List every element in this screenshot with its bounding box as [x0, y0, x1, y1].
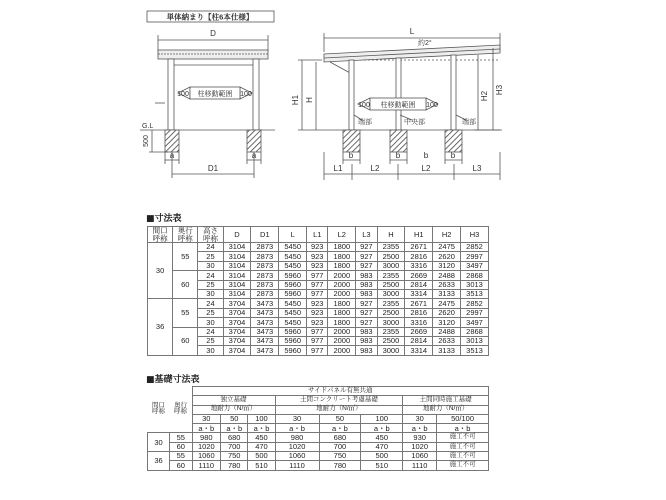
dim-row [148, 252, 489, 261]
dim-cell: 2852 [461, 243, 489, 252]
dim-cell: 1800 [328, 318, 356, 327]
dim-header-1: 奥行 呼称 [173, 227, 198, 243]
fnd-cell: 780 [319, 461, 361, 470]
dim-header-0: 間口 呼称 [148, 227, 173, 243]
fnd-cell: 930 [403, 433, 437, 442]
fnd-row [148, 452, 489, 461]
dim-cell: 1800 [328, 261, 356, 270]
side-dim-h2: H2 [480, 90, 489, 102]
dim-cell: 5450 [279, 308, 307, 317]
dim-row [148, 271, 489, 280]
dim-cell: 30 [198, 346, 223, 355]
fnd-cell: 470 [248, 442, 275, 451]
dim-cell: 1800 [328, 299, 356, 308]
side-slope: 約2° [418, 40, 432, 47]
dim-row [148, 280, 489, 289]
dim-cell: 2814 [405, 280, 433, 289]
side-label-end-right: 端部 [462, 119, 476, 126]
dim-header-8: L3 [356, 227, 377, 243]
dim-cell: 3314 [405, 346, 433, 355]
fnd-cell: 680 [221, 433, 248, 442]
dim-cell: 5450 [279, 252, 307, 261]
dim-cell: 2669 [405, 327, 433, 336]
fnd-cell: 700 [221, 442, 248, 451]
dim-cell: 2997 [461, 252, 489, 261]
dim-row [148, 299, 489, 308]
dim-cell: 927 [356, 318, 377, 327]
dim-cell: 5450 [279, 318, 307, 327]
dim-cell: 923 [307, 318, 328, 327]
dim-cell: 3133 [433, 346, 461, 355]
dim-cell: 2873 [251, 280, 279, 289]
fnd-bearing-value: 50 [221, 414, 248, 423]
dim-cell: 2475 [433, 243, 461, 252]
front-range-right: 100 [240, 91, 252, 98]
fnd-bearing3: 地耐力（N/㎡） [403, 405, 489, 414]
fnd-col-okuyuki-label: 奥行 呼称 [174, 401, 187, 416]
dim-cell: 2620 [433, 308, 461, 317]
fnd-cell: 780 [221, 461, 248, 470]
fnd-col-maguchi-label: 間口 呼称 [152, 401, 165, 416]
dim-cell: 2669 [405, 271, 433, 280]
dim-cell: 3104 [223, 271, 251, 280]
dim-cell: 2633 [433, 336, 461, 345]
fnd-ab-row [148, 424, 489, 433]
fnd-ab-label: a・b [275, 424, 319, 433]
dim-cell: 2355 [377, 243, 405, 252]
fnd-ab-label: a・b [319, 424, 361, 433]
dim-cell: 25 [198, 336, 223, 345]
fnd-bearing-value: 30 [192, 414, 221, 423]
front-dim-d1: D1 [207, 164, 219, 173]
fnd-cell: 450 [361, 433, 403, 442]
dim-cell: 927 [356, 299, 377, 308]
fnd-cell: 750 [221, 452, 248, 461]
dim-cell: 3473 [251, 318, 279, 327]
side-dim-h1: H1 [291, 94, 300, 106]
fnd-table-body [148, 433, 489, 470]
dim-cell: 2873 [251, 271, 279, 280]
dim-cell: 3104 [223, 261, 251, 270]
side-dim-l: L [409, 27, 415, 36]
dim-cell: 3000 [377, 261, 405, 270]
fnd-cell: 470 [361, 442, 403, 451]
dim-okuyuki: 60 [173, 327, 198, 355]
dim-header-3: D [223, 227, 251, 243]
fnd-bearing-value: 100 [361, 414, 403, 423]
diagram-title: 単体納まり【柱6本仕様】 [166, 12, 254, 22]
fnd-cell: 1060 [275, 452, 319, 461]
dim-cell: 2500 [377, 280, 405, 289]
fnd-cell: 施工不可 [437, 433, 489, 442]
dim-cell: 977 [307, 289, 328, 298]
dim-okuyuki: 60 [173, 271, 198, 299]
dim-cell: 3473 [251, 336, 279, 345]
fnd-table [147, 386, 489, 471]
dim-cell: 2355 [377, 299, 405, 308]
dim-row [148, 318, 489, 327]
dim-cell: 927 [356, 308, 377, 317]
dim-cell: 2488 [433, 271, 461, 280]
fnd-bearing-values [148, 414, 489, 423]
fnd-cell: 510 [361, 461, 403, 470]
dim-cell: 977 [307, 271, 328, 280]
fnd-cell: 680 [319, 433, 361, 442]
side-range-left: 100 [358, 102, 370, 109]
dim-row [148, 289, 489, 298]
dim-header-2: 高さ 呼称 [198, 227, 223, 243]
dim-header-6: L1 [307, 227, 328, 243]
fnd-cell: 1110 [275, 461, 319, 470]
fnd-bearing-value: 30 [275, 414, 319, 423]
dim-cell: 927 [356, 252, 377, 261]
dim-cell: 2000 [328, 327, 356, 336]
fnd-cell: 980 [275, 433, 319, 442]
dim-cell: 983 [356, 271, 377, 280]
dim-cell: 5960 [279, 289, 307, 298]
dim-cell: 3316 [405, 261, 433, 270]
dim-cell: 923 [307, 261, 328, 270]
dim-cell: 3704 [223, 318, 251, 327]
fnd-bearing-value: 50/100 [437, 414, 489, 423]
side-dim-b1: b [348, 151, 354, 160]
dim-cell: 983 [356, 289, 377, 298]
dim-cell: 983 [356, 280, 377, 289]
dim-cell: 30 [198, 289, 223, 298]
dim-cell: 3704 [223, 346, 251, 355]
side-dim-l1: L1 [333, 164, 343, 173]
dim-cell: 2620 [433, 252, 461, 261]
dim-cell: 3704 [223, 327, 251, 336]
dim-row [148, 308, 489, 317]
dim-header-12: H3 [461, 227, 489, 243]
dim-row [148, 346, 489, 355]
dim-cell: 24 [198, 299, 223, 308]
fnd-cell: 1020 [275, 442, 319, 451]
fnd-cell: 500 [248, 452, 275, 461]
dim-cell: 24 [198, 243, 223, 252]
dim-cell: 2873 [251, 261, 279, 270]
dim-table-header [148, 227, 489, 243]
dim-cell: 3104 [223, 280, 251, 289]
fnd-cell: 450 [248, 433, 275, 442]
dim-row [148, 336, 489, 345]
dim-cell: 3473 [251, 346, 279, 355]
dim-cell: 977 [307, 280, 328, 289]
fnd-cell: 750 [319, 452, 361, 461]
dim-cell: 25 [198, 280, 223, 289]
dim-cell: 2475 [433, 299, 461, 308]
fnd-cell: 980 [192, 433, 221, 442]
dim-cell: 2873 [251, 252, 279, 261]
fnd-maguchi: 36 [148, 452, 170, 471]
dim-cell: 2355 [377, 327, 405, 336]
dim-cell: 5960 [279, 346, 307, 355]
dim-cell: 927 [356, 243, 377, 252]
dim-cell: 30 [198, 261, 223, 270]
fnd-group3: 土間同時施工基礎 [403, 396, 489, 405]
side-dim-b2: b [395, 151, 401, 160]
fnd-bearing-value: 30 [403, 414, 437, 423]
dim-cell: 2814 [405, 336, 433, 345]
dim-okuyuki: 55 [173, 243, 198, 271]
dim-cell: 3000 [377, 289, 405, 298]
dim-cell: 2355 [377, 271, 405, 280]
dim-cell: 2500 [377, 252, 405, 261]
dim-cell: 3000 [377, 346, 405, 355]
dim-cell: 5450 [279, 299, 307, 308]
carport-diagram [0, 0, 666, 205]
fnd-cell: 1110 [403, 461, 437, 470]
fnd-ab-label: a・b [361, 424, 403, 433]
dim-cell: 5960 [279, 327, 307, 336]
front-range-text: 柱移動範囲 [197, 91, 233, 98]
fnd-ab-label: a・b [221, 424, 248, 433]
dim-cell: 2000 [328, 346, 356, 355]
dim-cell: 5450 [279, 261, 307, 270]
dim-cell: 5960 [279, 336, 307, 345]
fnd-cell: 1020 [192, 442, 221, 451]
fnd-bearing2: 地耐力（N/㎡） [275, 405, 403, 414]
fnd-row [148, 442, 489, 451]
dim-table [147, 226, 489, 356]
fnd-bearing-value: 50 [319, 414, 361, 423]
dim-cell: 3104 [223, 289, 251, 298]
dim-cell: 2852 [461, 299, 489, 308]
fnd-cell: 700 [319, 442, 361, 451]
dim-cell: 3513 [461, 346, 489, 355]
side-dim-b4: b [450, 151, 456, 160]
dim-cell: 2633 [433, 280, 461, 289]
dim-cell: 2873 [251, 289, 279, 298]
dim-header-10: H1 [405, 227, 433, 243]
side-dim-h3: H3 [495, 84, 504, 96]
fnd-okuyuki: 55 [170, 433, 193, 442]
dim-maguchi: 36 [148, 299, 173, 355]
fnd-cell: 施工不可 [437, 461, 489, 470]
dim-cell: 923 [307, 252, 328, 261]
fnd-cell: 1110 [192, 461, 221, 470]
dim-header-11: H2 [433, 227, 461, 243]
dim-cell: 3104 [223, 243, 251, 252]
dim-header-9: H [377, 227, 405, 243]
dim-table-body [148, 243, 489, 356]
dim-cell: 3704 [223, 308, 251, 317]
dim-cell: 3473 [251, 327, 279, 336]
dim-cell: 3013 [461, 280, 489, 289]
side-dim-l2b: L2 [421, 164, 431, 173]
dim-okuyuki: 55 [173, 299, 198, 327]
dim-cell: 2816 [405, 308, 433, 317]
front-a-right: a [251, 151, 257, 160]
fnd-cell: 1060 [403, 452, 437, 461]
front-gl: G.L [142, 123, 154, 130]
fnd-cell: 1060 [192, 452, 221, 461]
fnd-cell: 500 [361, 452, 403, 461]
side-dim-b3: b [423, 151, 429, 160]
dim-cell: 1800 [328, 243, 356, 252]
fnd-row [148, 433, 489, 442]
fnd-group2: 土間コンクリート考慮基礎 [275, 396, 403, 405]
dim-maguchi: 30 [148, 243, 173, 299]
dim-row [148, 243, 489, 252]
dim-header-4: D1 [251, 227, 279, 243]
side-range-right: 100 [426, 102, 438, 109]
fnd-col-okuyuki [170, 387, 193, 433]
dim-cell: 3000 [377, 318, 405, 327]
fnd-group1: 独立基礎 [192, 396, 275, 405]
dim-cell: 923 [307, 243, 328, 252]
side-dim-h: H [305, 97, 314, 103]
dim-cell: 2671 [405, 299, 433, 308]
dim-cell: 5960 [279, 271, 307, 280]
dim-cell: 923 [307, 299, 328, 308]
dim-cell: 983 [356, 346, 377, 355]
fnd-maguchi: 30 [148, 433, 170, 452]
fnd-cell: 510 [248, 461, 275, 470]
dim-cell: 3473 [251, 308, 279, 317]
dim-cell: 3013 [461, 336, 489, 345]
dim-cell: 2488 [433, 327, 461, 336]
fnd-cell: 1020 [403, 442, 437, 451]
fnd-cell: 施工不可 [437, 442, 489, 451]
fnd-table-title: ■基礎寸法表 [146, 375, 200, 385]
dim-cell: 2816 [405, 252, 433, 261]
dim-cell: 977 [307, 327, 328, 336]
dim-cell: 977 [307, 346, 328, 355]
fnd-okuyuki: 55 [170, 452, 193, 461]
dim-row [148, 327, 489, 336]
dim-cell: 3120 [433, 318, 461, 327]
dim-cell: 2671 [405, 243, 433, 252]
dim-cell: 2000 [328, 280, 356, 289]
fnd-ab-label: a・b [403, 424, 437, 433]
dim-cell: 3104 [223, 252, 251, 261]
side-label-end-left: 端部 [358, 119, 372, 126]
dim-header-5: L [279, 227, 307, 243]
dim-cell: 5450 [279, 243, 307, 252]
fnd-ab-label: a・b [192, 424, 221, 433]
dim-cell: 983 [356, 327, 377, 336]
dim-cell: 2997 [461, 308, 489, 317]
fnd-row [148, 461, 489, 470]
fnd-cell: 施工不可 [437, 452, 489, 461]
dim-cell: 3704 [223, 336, 251, 345]
dim-cell: 5960 [279, 280, 307, 289]
fnd-ab-label: a・b [437, 424, 489, 433]
dim-cell: 2500 [377, 308, 405, 317]
dim-cell: 30 [198, 318, 223, 327]
dim-cell: 3473 [251, 299, 279, 308]
dim-table-title: ■寸法表 [146, 214, 182, 224]
side-label-center: 中央部 [404, 119, 425, 126]
dim-cell: 3497 [461, 318, 489, 327]
dim-cell: 927 [356, 261, 377, 270]
dim-cell: 3120 [433, 261, 461, 270]
dim-cell: 2873 [251, 243, 279, 252]
dim-cell: 3513 [461, 289, 489, 298]
fnd-okuyuki: 60 [170, 461, 193, 470]
dim-cell: 2868 [461, 271, 489, 280]
dim-cell: 3316 [405, 318, 433, 327]
dim-cell: 2000 [328, 336, 356, 345]
fnd-okuyuki: 60 [170, 442, 193, 451]
dim-cell: 3133 [433, 289, 461, 298]
front-range-left: 100 [177, 91, 189, 98]
fnd-col-maguchi [148, 387, 170, 433]
side-range-text: 柱移動範囲 [380, 102, 416, 109]
side-dim-l3: L3 [472, 164, 482, 173]
front-depth: 500 [143, 135, 150, 147]
dim-cell: 24 [198, 271, 223, 280]
dim-cell: 25 [198, 308, 223, 317]
dim-cell: 977 [307, 336, 328, 345]
dim-cell: 2000 [328, 271, 356, 280]
dim-cell: 3497 [461, 261, 489, 270]
dim-cell: 3704 [223, 299, 251, 308]
fnd-top-header: サイドパネル有無共通 [192, 387, 489, 396]
dim-header-7: L2 [328, 227, 356, 243]
dim-row [148, 261, 489, 270]
front-a-left: a [169, 151, 175, 160]
dim-cell: 2000 [328, 289, 356, 298]
fnd-ab-label: a・b [248, 424, 275, 433]
fnd-bearing-value: 100 [248, 414, 275, 423]
dim-cell: 2868 [461, 327, 489, 336]
front-dim-d: D [210, 29, 216, 38]
dim-cell: 24 [198, 327, 223, 336]
dim-cell: 2500 [377, 336, 405, 345]
fnd-bearing1: 地耐力（N/㎡） [192, 405, 275, 414]
dim-cell: 1800 [328, 308, 356, 317]
dim-cell: 25 [198, 252, 223, 261]
dim-cell: 3314 [405, 289, 433, 298]
dim-cell: 923 [307, 308, 328, 317]
side-dim-l2: L2 [370, 164, 380, 173]
dim-cell: 983 [356, 336, 377, 345]
dim-cell: 1800 [328, 252, 356, 261]
